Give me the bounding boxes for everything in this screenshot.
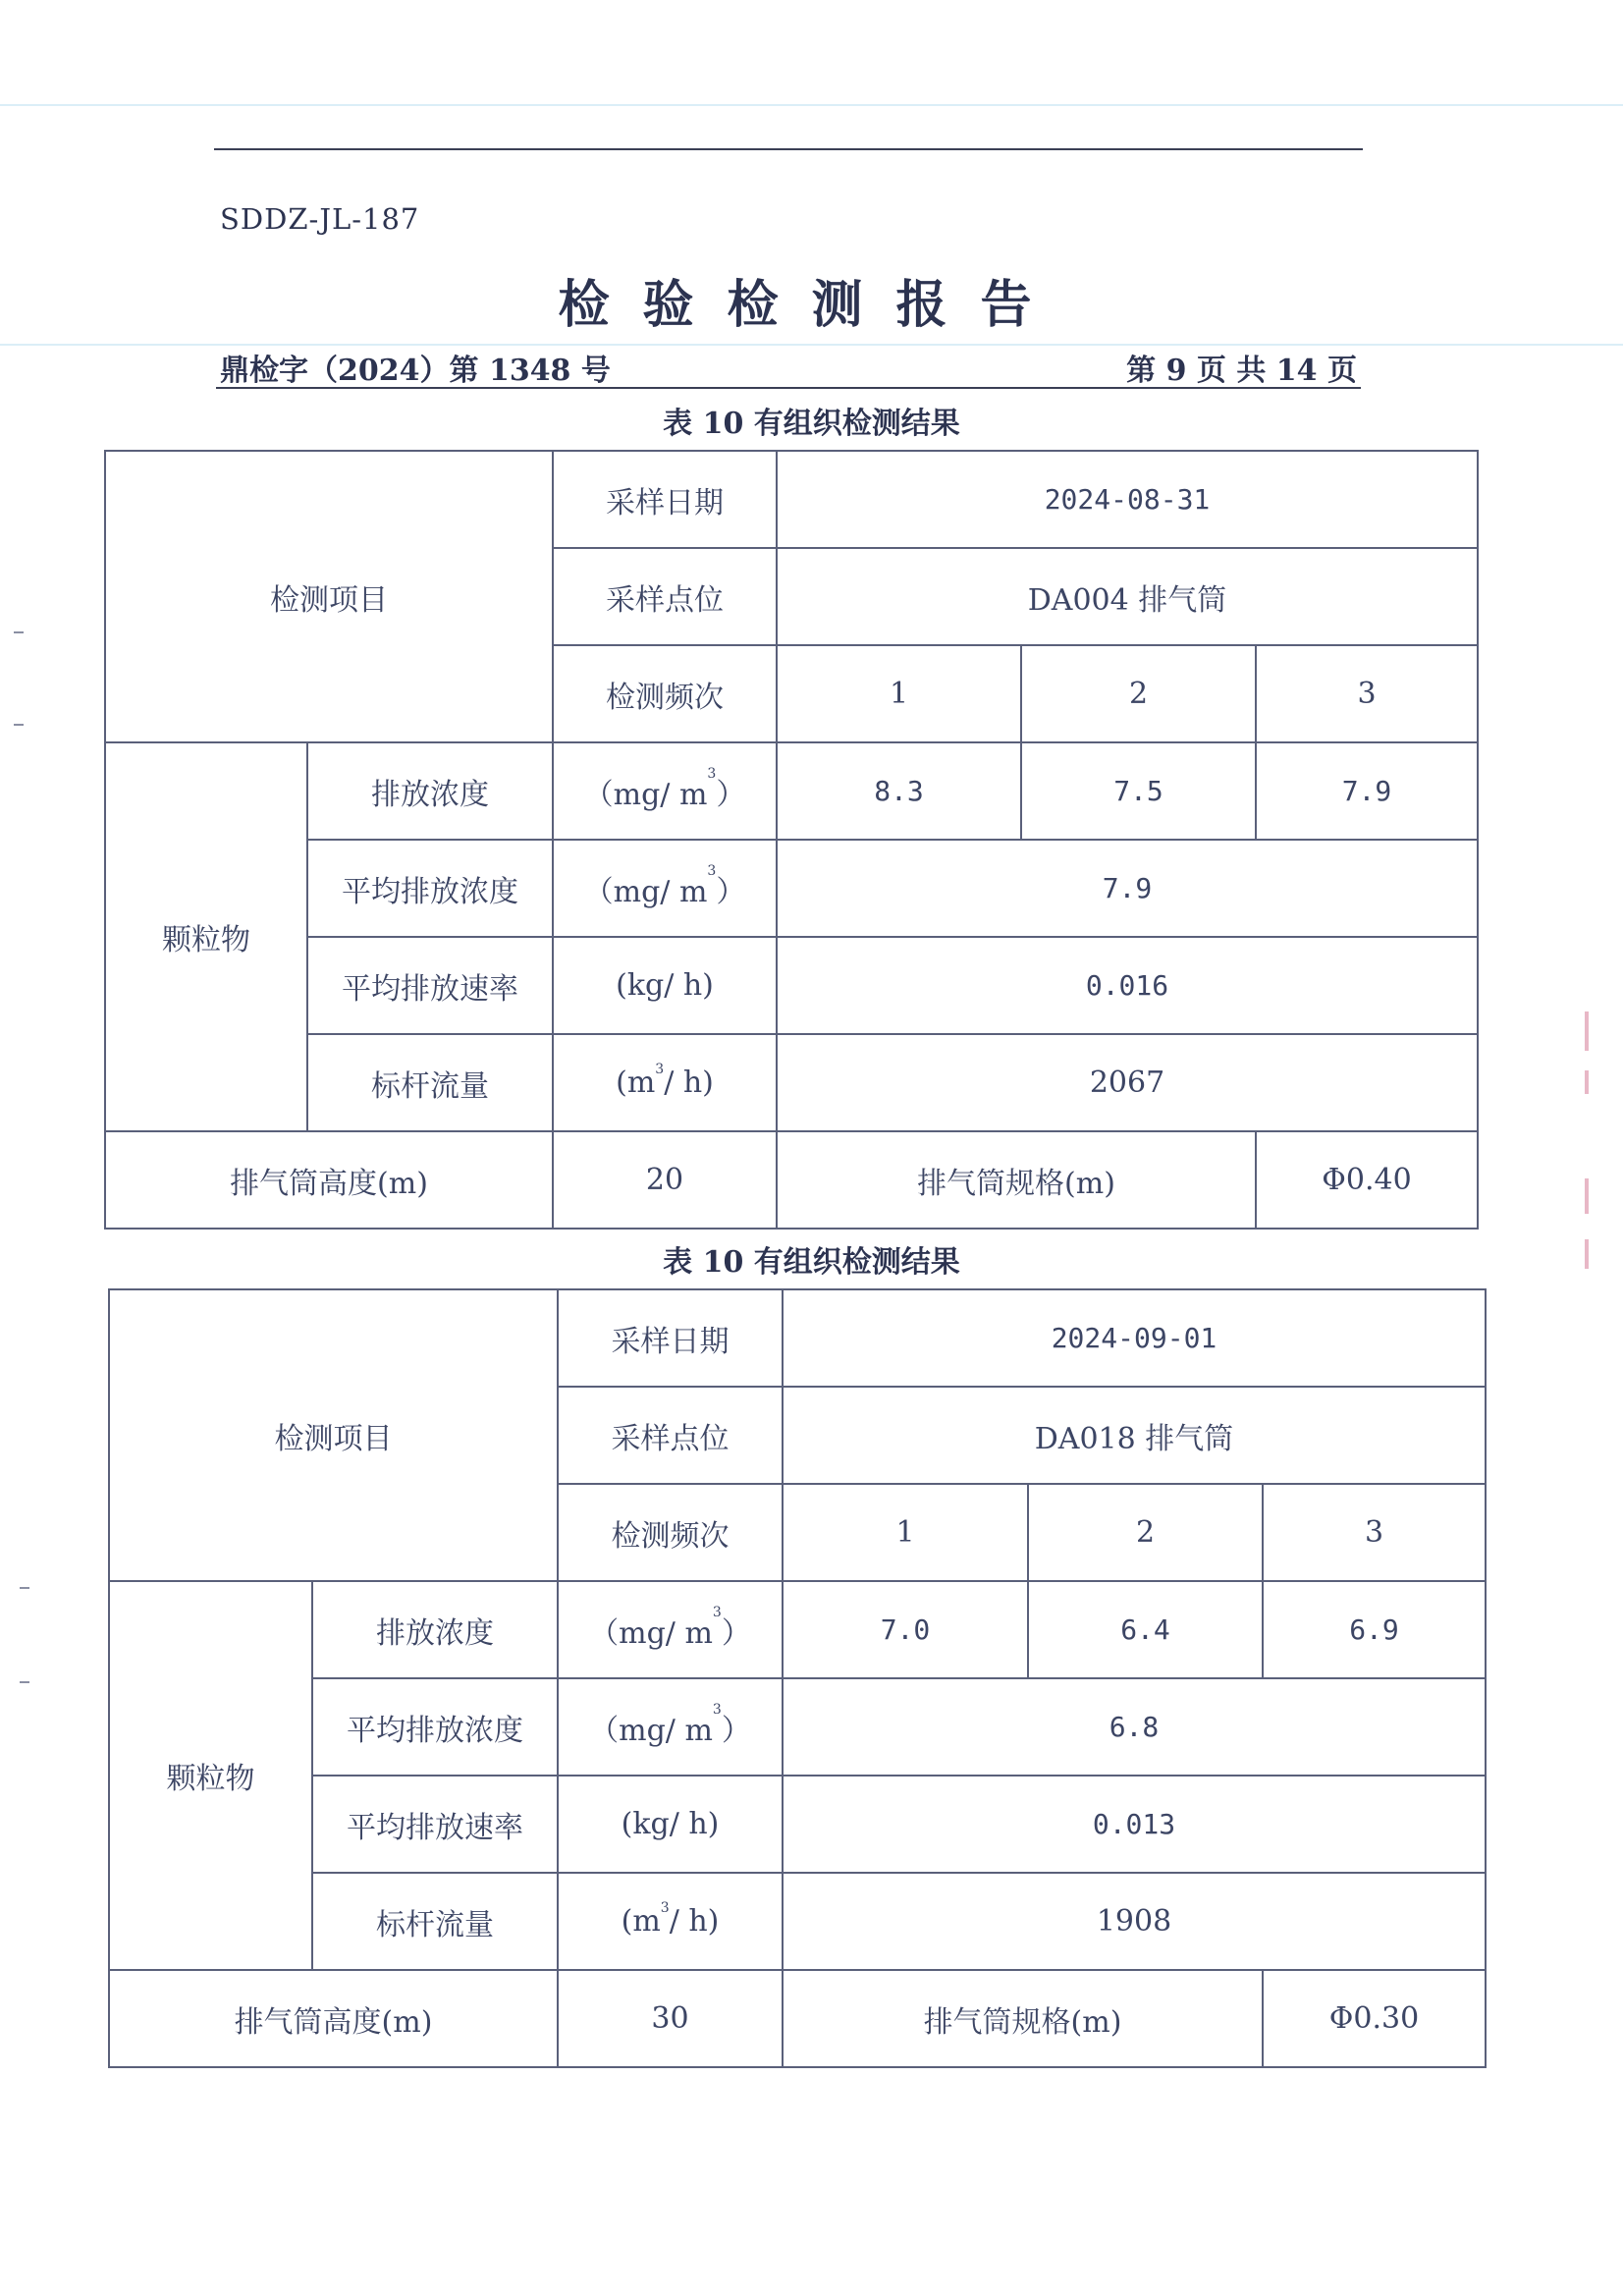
table-row — [105, 840, 1478, 937]
margin-mark — [14, 631, 24, 633]
frequency-label: 检测频次 — [558, 1484, 783, 1581]
table-row — [105, 937, 1478, 1034]
avg-emission-conc-value: 7.9 — [777, 840, 1478, 937]
unit-flow: ($m^3/$ h) — [558, 1873, 783, 1970]
margin-mark — [14, 724, 24, 726]
results-table-2 — [108, 1288, 1487, 2068]
scan-line — [0, 104, 1623, 106]
table-caption: 表 10 有组织检测结果 — [663, 1245, 960, 1280]
table-row — [109, 1289, 1486, 1387]
unit-conc: （mg/ $m^3$） — [553, 840, 777, 937]
header-rule — [214, 148, 1363, 150]
emission-conc-3: 7.9 — [1256, 742, 1478, 840]
avg-emission-rate-label: 平均排放速率 — [307, 937, 553, 1034]
table-row — [109, 1581, 1486, 1678]
results-table-1 — [104, 450, 1479, 1230]
sampling-point-label: 采样点位 — [553, 548, 777, 645]
avg-emission-rate-value: 0.016 — [777, 937, 1478, 1034]
std-flow-value: 2067 — [777, 1034, 1478, 1131]
sampling-point-value: DA018 排气筒 — [783, 1387, 1486, 1484]
table-row — [109, 1970, 1486, 2067]
table-row — [109, 1873, 1486, 1970]
avg-emission-conc-value: 6.8 — [783, 1678, 1486, 1776]
emission-conc-1: 8.3 — [777, 742, 1021, 840]
frequency-2: 2 — [1021, 645, 1256, 742]
stack-spec-value: Φ0.40 — [1256, 1131, 1478, 1229]
report-reference-row — [216, 344, 1361, 389]
margin-mark — [20, 1587, 29, 1589]
avg-emission-rate-label: 平均排放速率 — [312, 1776, 558, 1873]
sampling-date-value: 2024-09-01 — [783, 1289, 1486, 1387]
table-row — [109, 1678, 1486, 1776]
frequency-2: 2 — [1028, 1484, 1263, 1581]
avg-emission-conc-label: 平均排放浓度 — [312, 1678, 558, 1776]
frequency-3: 3 — [1256, 645, 1478, 742]
emission-conc-label: 排放浓度 — [312, 1581, 558, 1678]
particulate-label: 颗粒物 — [105, 742, 307, 1131]
sampling-date-label: 采样日期 — [558, 1289, 783, 1387]
margin-mark — [20, 1681, 29, 1683]
stack-height-label: 排气筒高度(m) — [105, 1131, 553, 1229]
stamp-edge — [1585, 1178, 1589, 1214]
unit-conc: （mg/ $m^3$） — [558, 1581, 783, 1678]
report-title: 检验检测报告 — [558, 275, 1065, 335]
unit-rate: (kg/ h) — [553, 937, 777, 1034]
sampling-date-label: 采样日期 — [553, 451, 777, 548]
emission-conc-2: 6.4 — [1028, 1581, 1263, 1678]
avg-emission-conc-label: 平均排放浓度 — [307, 840, 553, 937]
emission-conc-1: 7.0 — [783, 1581, 1028, 1678]
page-info: 第 9 页 共 14 页 — [1126, 354, 1357, 388]
emission-conc-label: 排放浓度 — [307, 742, 553, 840]
stamp-edge — [1585, 1070, 1589, 1094]
table-row — [109, 1776, 1486, 1873]
unit-flow: ($m^3/$ h) — [553, 1034, 777, 1131]
sampling-point-label: 采样点位 — [558, 1387, 783, 1484]
table-caption: 表 10 有组织检测结果 — [663, 407, 960, 441]
stack-spec-label: 排气筒规格(m) — [783, 1970, 1263, 2067]
stack-spec-value: Φ0.30 — [1263, 1970, 1486, 2067]
stack-spec-label: 排气筒规格(m) — [777, 1131, 1256, 1229]
test-item-label: 检测项目 — [105, 451, 553, 742]
avg-emission-rate-value: 0.013 — [783, 1776, 1486, 1873]
stack-height-value: 30 — [558, 1970, 783, 2067]
std-flow-label: 标杆流量 — [307, 1034, 553, 1131]
std-flow-label: 标杆流量 — [312, 1873, 558, 1970]
frequency-1: 1 — [783, 1484, 1028, 1581]
stamp-edge — [1585, 1011, 1589, 1051]
test-item-label: 检测项目 — [109, 1289, 558, 1581]
std-flow-value: 1908 — [783, 1873, 1486, 1970]
unit-conc: （mg/ $m^3$） — [553, 742, 777, 840]
frequency-label: 检测频次 — [553, 645, 777, 742]
stack-height-label: 排气筒高度(m) — [109, 1970, 558, 2067]
table-row — [105, 1034, 1478, 1131]
table-row — [105, 742, 1478, 840]
sampling-point-value: DA004 排气筒 — [777, 548, 1478, 645]
frequency-3: 3 — [1263, 1484, 1486, 1581]
table-row — [105, 1131, 1478, 1229]
unit-conc: （mg/ $m^3$） — [558, 1678, 783, 1776]
table-row — [105, 451, 1478, 548]
frequency-1: 1 — [777, 645, 1021, 742]
particulate-label: 颗粒物 — [109, 1581, 312, 1970]
stack-height-value: 20 — [553, 1131, 777, 1229]
sampling-date-value: 2024-08-31 — [777, 451, 1478, 548]
document-code: SDDZ-JL-187 — [220, 202, 420, 236]
emission-conc-3: 6.9 — [1263, 1581, 1486, 1678]
unit-rate: (kg/ h) — [558, 1776, 783, 1873]
stamp-edge — [1585, 1239, 1589, 1269]
report-number: 鼎检字（2024）第 1348 号 — [220, 354, 611, 388]
emission-conc-2: 7.5 — [1021, 742, 1256, 840]
